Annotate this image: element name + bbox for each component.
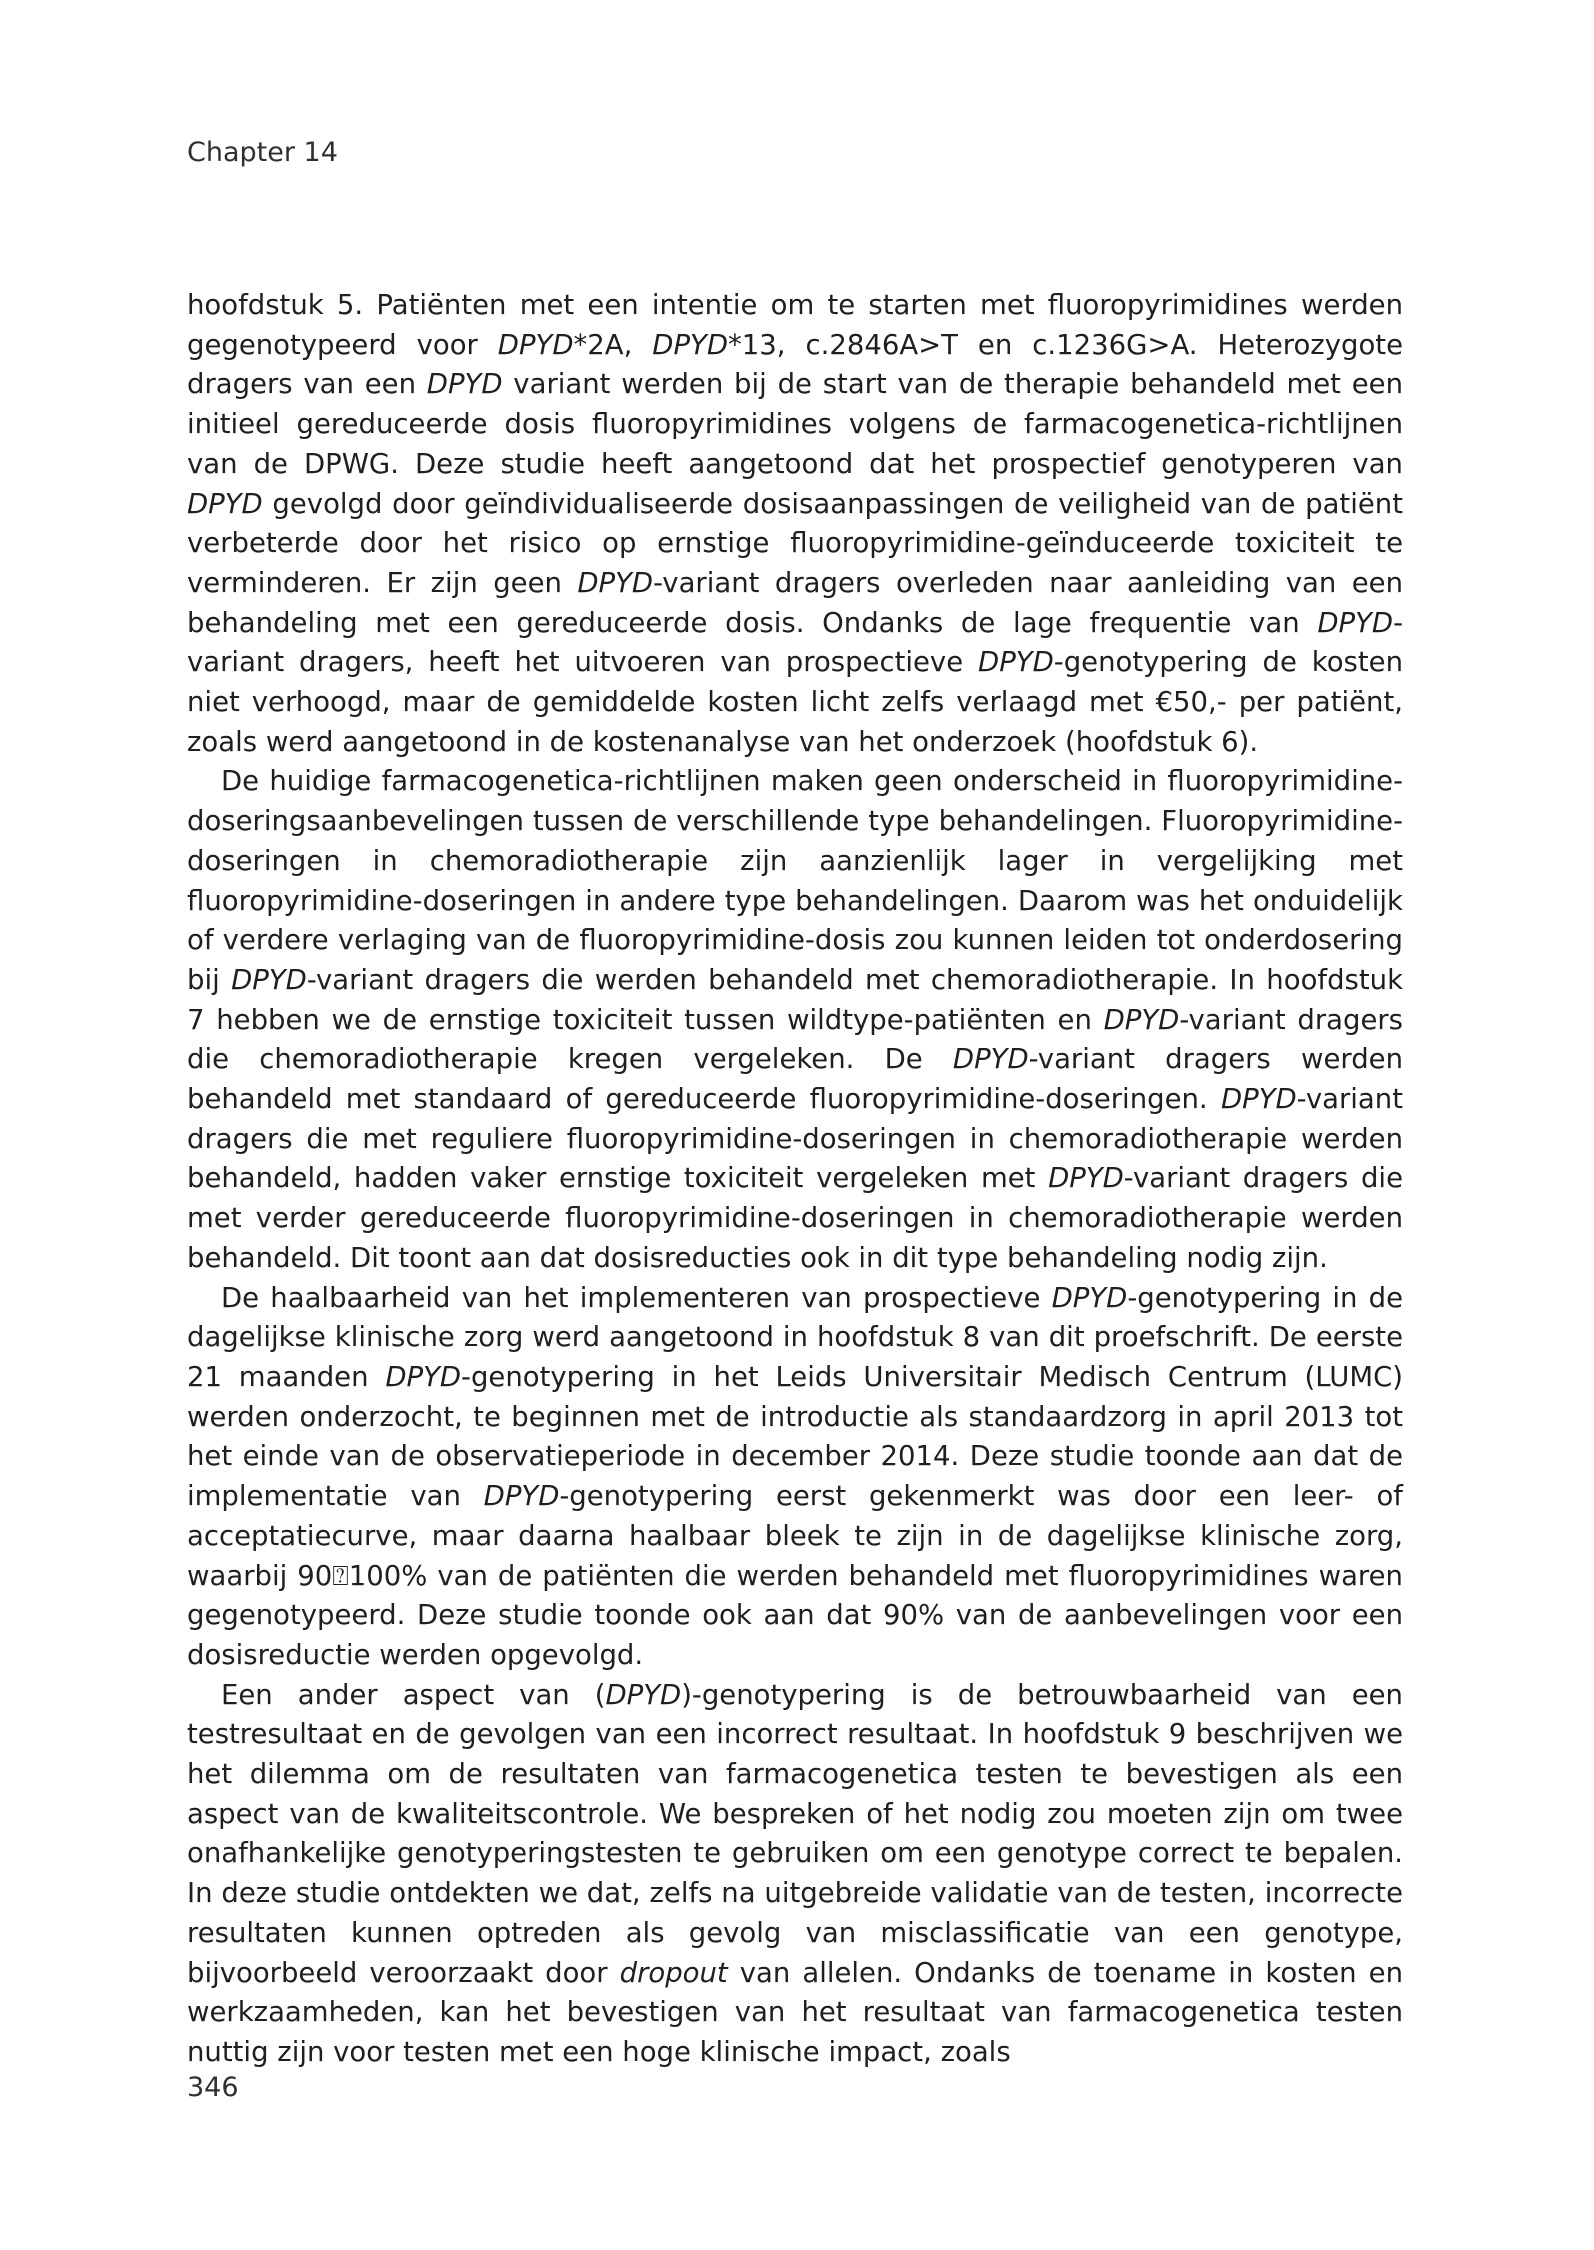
paragraph [187, 286, 1403, 762]
italic-term: DPYD [187, 487, 263, 520]
text-run: gevolgd door geïndividualiseerde dosisaanpassingen de veiligheid van de patiënt verbeterde door het risico op ernstige fluoropyrimidine-geïnduceerde toxiciteit te verminderen. Er zijn geen [187, 487, 1403, 599]
text-run: -variant dragers die werden behandeld met chemoradiotherapie. In hoofdstuk 7 hebben we de ernstige toxiciteit tussen wildtype-patiënten en [187, 963, 1403, 1036]
body-text [187, 286, 1403, 2073]
text-run: -genotypering in de dagelijkse klinische zorg werd aangetoond in hoofdstuk 8 van dit proefschrift. De eerste 21 maanden [187, 1281, 1404, 1393]
italic-term: DPYD [497, 328, 574, 361]
running-header: Chapter 14 [187, 137, 338, 168]
text-run: De haalbaarheid van het implementeren van prospectieve [221, 1281, 1052, 1314]
text-run: variant werden bij de start van de therapie behandeld met een initieel gereduceerde dosis fluoropyrimidines volgens de farmacogenetica-richtlijnen van de DPWG. Deze studie heeft aangetoond dat het prospectief genotyperen van [187, 368, 1404, 480]
text-run: -variant dragers overleden naar aanleiding van een behandeling met een gereduceerde dosis. Ondanks de lage frequentie van [187, 566, 1403, 639]
italic-term: DPYD [952, 1043, 1029, 1076]
italic-term: DPYD [231, 963, 307, 996]
text-run: -variant dragers die chemoradiotherapie kregen vergeleken. De [187, 1003, 1403, 1076]
italic-term: DPYD [385, 1360, 462, 1393]
paragraph [187, 762, 1403, 1278]
italic-term: DPYD [978, 646, 1054, 679]
page-number: 346 [187, 2072, 239, 2103]
text-run: De huidige farmacogenetica-richtlijnen maken geen onderscheid in fluoropyrimidine-doseringsaanbevelingen tussen de verschillende type behandelingen. Fluoropyrimidine-doseringen in chemoradiotherapie zijn aanzienlijk lager in vergelijking met fluoropyrimidine-doseringen in andere type behandelingen. Daarom was het onduidelijk of verdere verlaging van de fluoropyrimidine-dosis zou kunnen leiden tot onderdosering bij [187, 765, 1403, 996]
text-run: )-genotypering is de betrouwbaarheid van een testresultaat en de gevolgen van een incorrect resultaat. In hoofdstuk 9 beschrijven we het dilemma om de resultaten van farmacogenetica testen te bevestigen als een aspect van de kwaliteitscontrole. We bespreken of het nodig zou moeten zijn om twee onafhankelijke genotyperingstesten te gebruiken om een genotype correct te bepalen. In deze studie ontdekten we dat, zelfs na uitgebreide validatie van de testen, incorrecte resultaten kunnen optreden als gevolg van misclassificatie van een genotype, bijvoorbeeld veroorzaakt door [187, 1678, 1403, 1989]
italic-term: dropout [619, 1956, 728, 1989]
italic-term: DPYD [1317, 606, 1394, 639]
text-run: *2A, [573, 328, 653, 361]
text-run: -variant dragers werden behandeld met standaard of gereduceerde fluoropyrimidine-doseringen. [187, 1043, 1403, 1116]
text-run: -variant dragers die met reguliere fluoropyrimidine-doseringen in chemoradiotherapie werden behandeld, hadden vaker ernstige toxiciteit vergeleken met [187, 1083, 1403, 1195]
italic-term: DPYD [652, 328, 729, 361]
italic-term: DPYD [1103, 1003, 1180, 1036]
text-run: -variant dragers, heeft het uitvoeren van prospectieve [187, 606, 1403, 679]
text-run: -genotypering in het Leids Universitair Medisch Centrum (LUMC) werden onderzocht, te beginnen met de introductie als standaardzorg in april 2013 tot het einde van de observatieperiode in december 2014. Deze studie toonde aan dat de implementatie van [187, 1360, 1403, 1513]
paragraph [187, 1676, 1403, 2073]
italic-term: DPYD [1048, 1162, 1124, 1195]
italic-term: DPYD [483, 1480, 560, 1513]
text-run: -variant dragers die met verder gereduceerde fluoropyrimidine-doseringen in chemoradiotherapie werden behandeld. Dit toont aan dat dosisreducties ook in dit type behandeling nodig zijn. [187, 1162, 1403, 1274]
italic-term: DPYD [577, 566, 654, 599]
paragraph [187, 1279, 1403, 1676]
italic-term: DPYD [1051, 1281, 1128, 1314]
text-run: van allelen. Ondanks de toename in kosten en werkzaamheden, kan het bevestigen van het resultaat van farmacogenetica testen nuttig zijn voor testen met een hoge klinische impact, zoals [187, 1956, 1403, 2068]
italic-term: DPYD [1220, 1083, 1297, 1116]
text-run: -genotypering eerst gekenmerkt was door een leer- of acceptatiecurve, maar daarna haalbaar bleek te zijn in de dagelijkse klinische zorg, waarbij 90⍰100% van de patiënten die werden behandeld met fluoropyrimidines waren gegenotypeerd. Deze studie toonde ook aan dat 90% van de aanbevelingen voor een dosisreductie werden opgevolgd. [187, 1480, 1403, 1671]
text-run: hoofdstuk 5. Patiënten met een intentie om te starten met fluoropyrimidines werden gegenotypeerd voor [187, 289, 1403, 361]
text-run: *13, c.2846A>T en c.1236G>A. Heterozygote dragers van een [187, 328, 1403, 401]
italic-term: DPYD [426, 368, 503, 401]
italic-term: DPYD [605, 1678, 682, 1711]
text-run: Een ander aspect van ( [221, 1678, 606, 1711]
text-run: -genotypering de kosten niet verhoogd, maar de gemiddelde kosten licht zelfs verlaagd met €50,- per patiënt, zoals werd aangetoond in de kostenanalyse van het onderzoek (hoofdstuk 6). [187, 646, 1403, 758]
